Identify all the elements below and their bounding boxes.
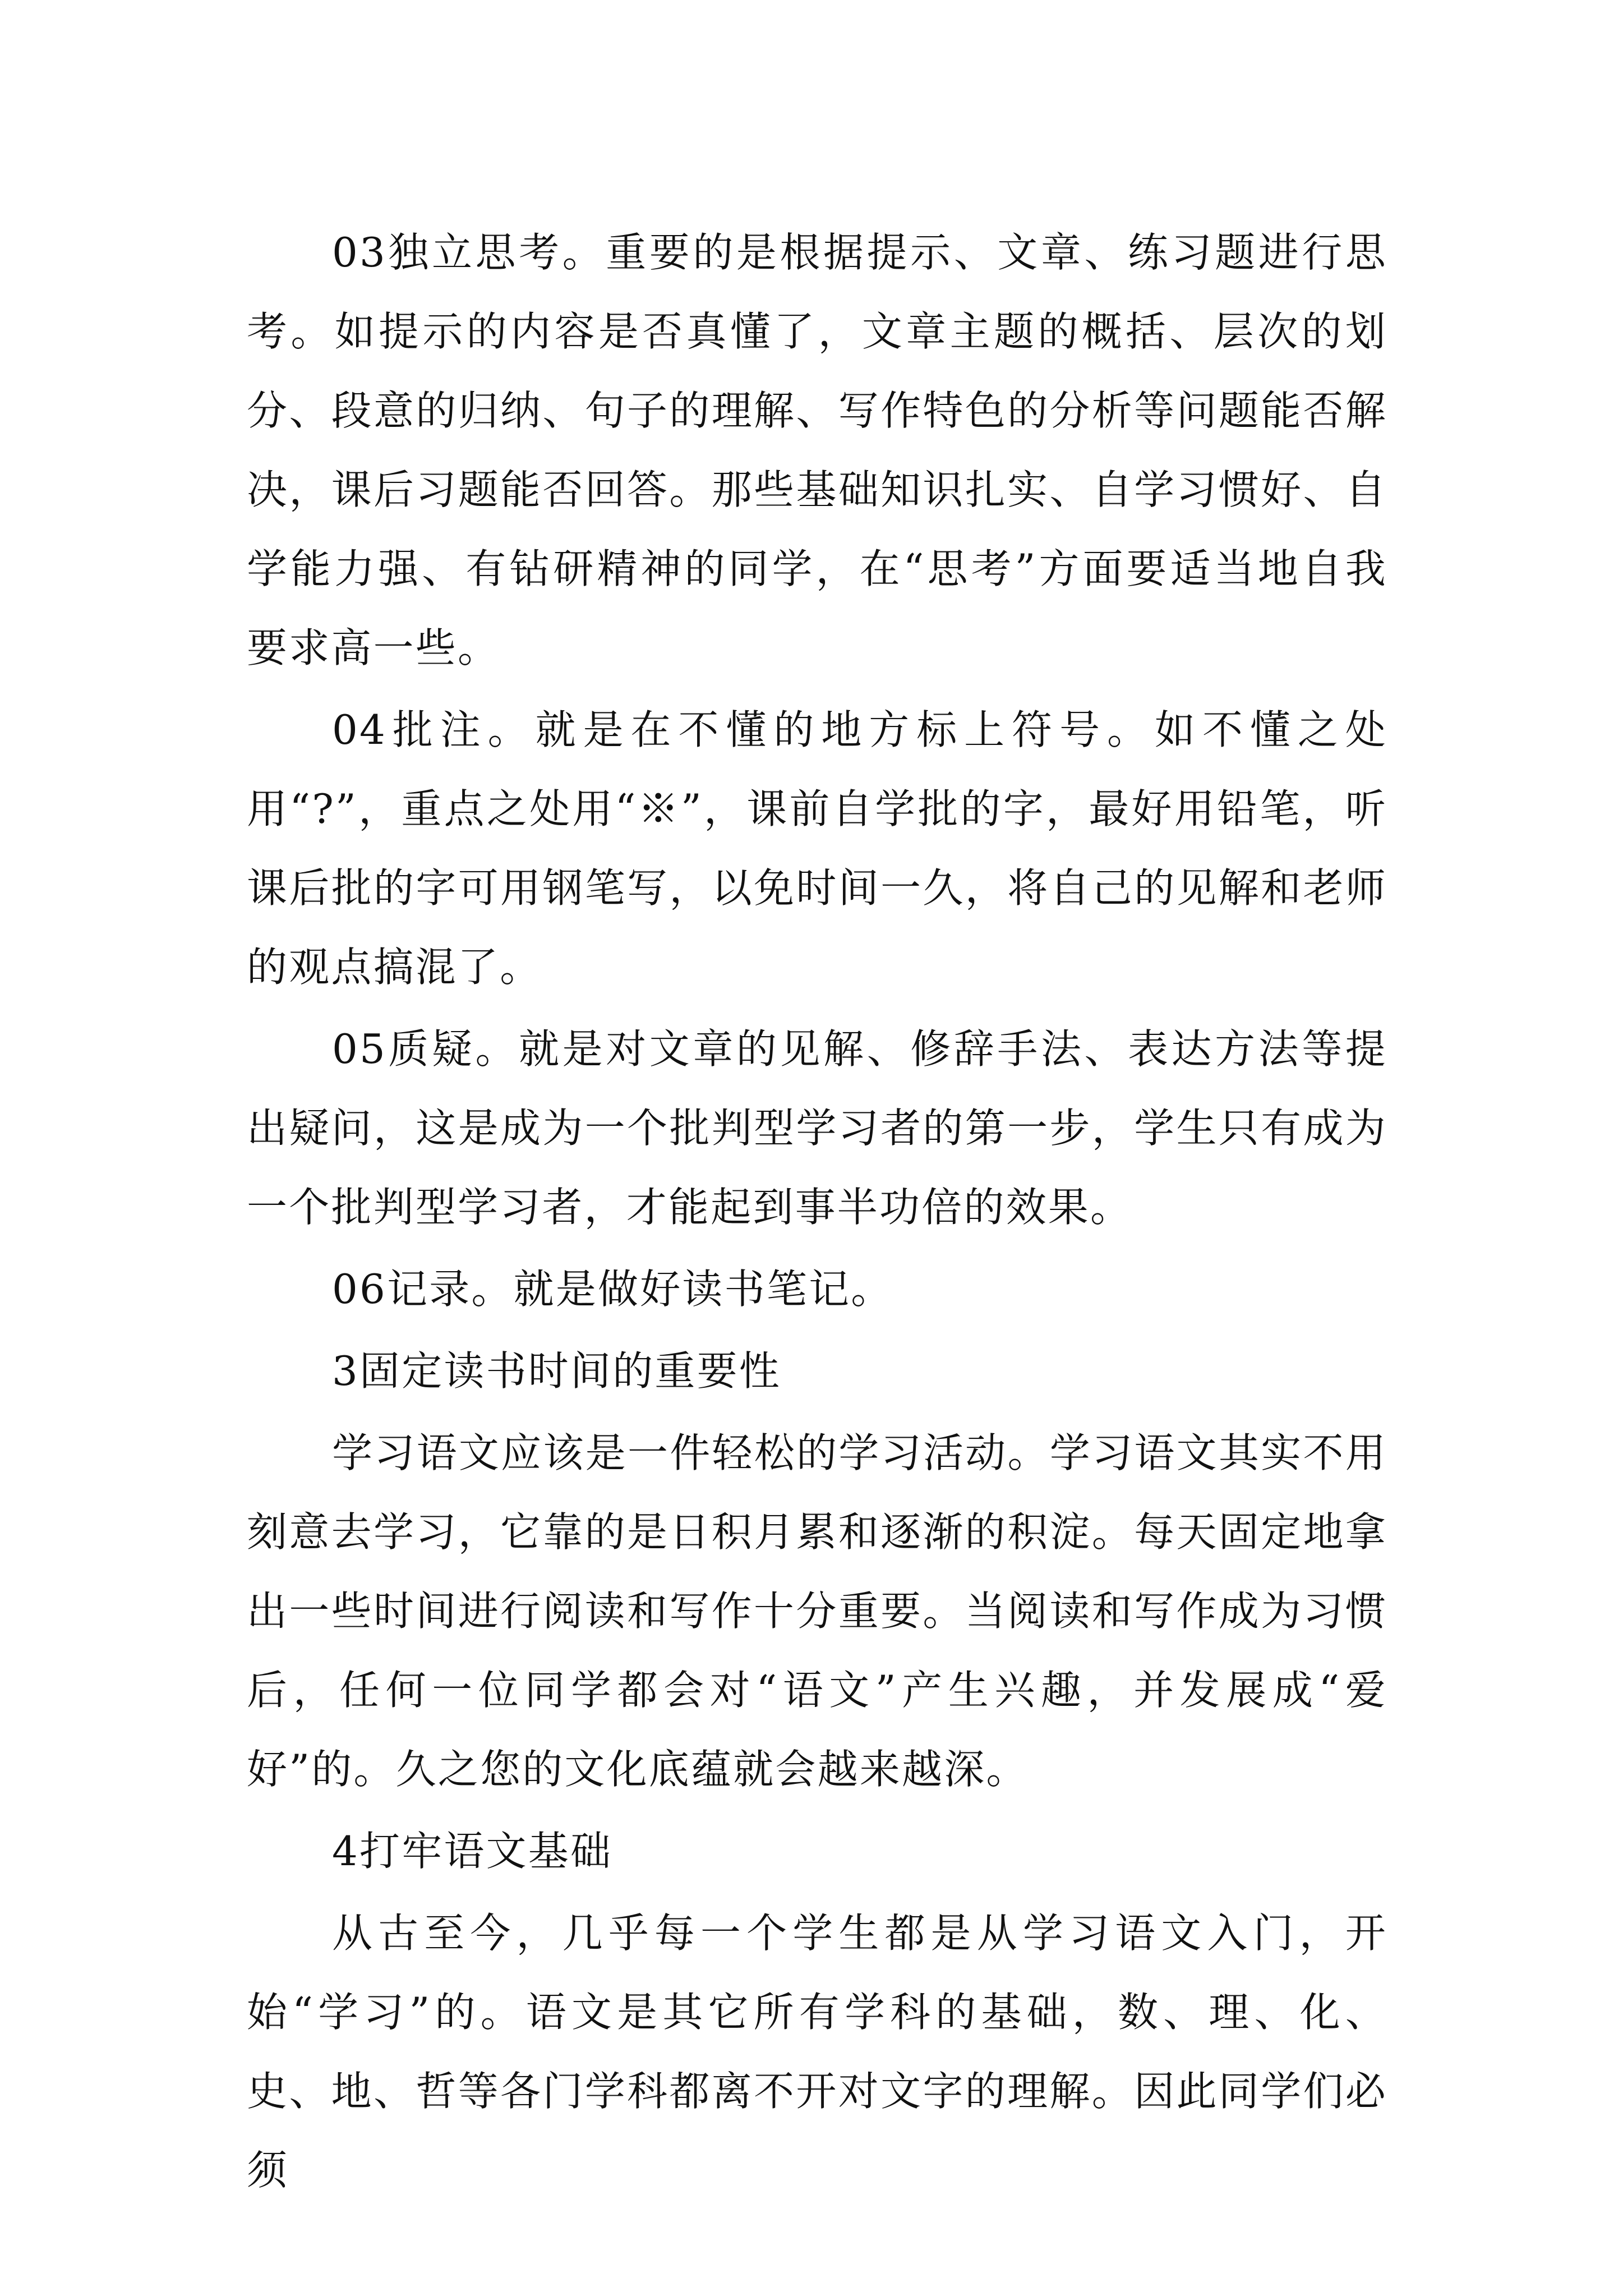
paragraph-foundation: 从古至今，几乎每一个学生都是从学习语文入门，开始“学习”的。语文是其它所有学科的基础，数、理、化、史、地、哲等各门学科都离不开对文字的理解。因此同学们必须 bbox=[247, 1910, 1387, 2194]
paragraph-annotation: 04批注。就是在不懂的地方标上符号。如不懂之处用“?”，重点之处用“※”，课前自学批的字，最好用铅笔，听课后批的字可用钢笔写，以免时间一久，将自己的见解和老师的观点搞混了。 bbox=[247, 706, 1387, 991]
paragraph-reading-time: 学习语文应该是一件轻松的学习活动。学习语文其实不用刻意去学习，它靠的是日积月累和逐渐的积淀。每天固定地拿出一些时间进行阅读和写作十分重要。当阅读和写作成为习惯后，任何一位同学都会对“语文”产生兴趣，并发展成“爱好”的。久之您的文化底蕴就会越来越深。 bbox=[247, 1429, 1387, 1793]
paragraph-questioning: 05质疑。就是对文章的见解、修辞手法、表达方法等提出疑问，这是成为一个批判型学习者的第一步，学生只有成为一个批判型学习者，才能起到事半功倍的效果。 bbox=[247, 1025, 1387, 1231]
document-page bbox=[247, 213, 1387, 2213]
paragraph-independent-thinking: 03独立思考。重要的是根据提示、文章、练习题进行思考。如提示的内容是否真懂了，文章主题的概括、层次的划分、段意的归纳、句子的理解、写作特色的分析等问题能否解决，课后习题能否回答。那些基础知识扎实、自学习惯好、自学能力强、有钻研精神的同学，在“思考”方面要适当地自我要求高一些。 bbox=[247, 229, 1387, 671]
section-heading-reading-time: 3固定读书时间的重要性 bbox=[332, 1347, 782, 1395]
paragraph-recording: 06记录。就是做好读书笔记。 bbox=[332, 1266, 893, 1313]
section-heading-foundation: 4打牢语文基础 bbox=[332, 1828, 613, 1875]
